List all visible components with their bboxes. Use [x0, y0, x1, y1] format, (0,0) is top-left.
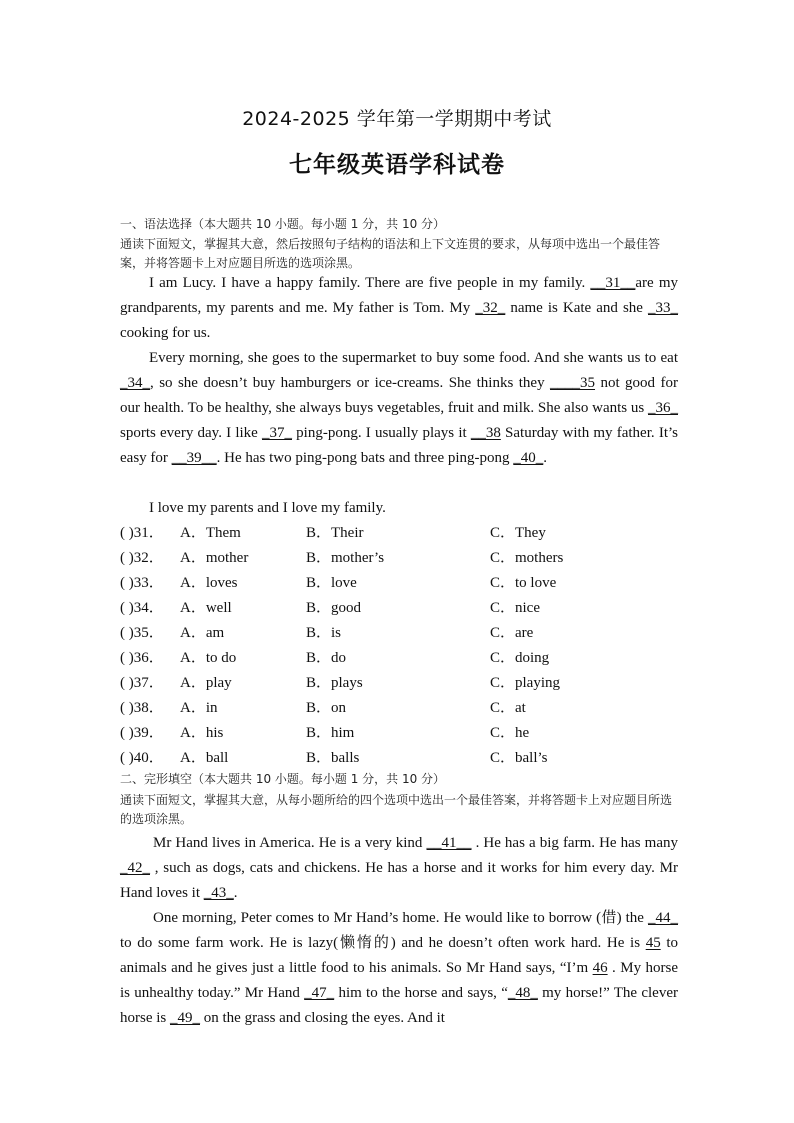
blank-34: _34_ — [120, 375, 150, 391]
exam-subtitle: 七年级英语学科试卷 — [289, 152, 505, 178]
passage-text: , such as dogs, cats and chickens. He has a horse and it works for him every day. Mr Hand loves it — [120, 860, 678, 901]
option-b: B．Their — [306, 525, 364, 541]
option-b: B．good — [306, 600, 362, 616]
question-row — [120, 746, 680, 771]
option-b: B．mother’s — [306, 550, 385, 566]
blank-47: _47_ — [304, 985, 335, 1001]
question-number: ( )38． — [120, 700, 164, 716]
passage-text: Saturday with my father. It’s easy for — [120, 425, 678, 466]
blank-35: ____35 — [550, 375, 596, 391]
question-number: ( )39． — [120, 725, 164, 741]
option-a: A．ball — [180, 750, 229, 766]
passage-text: cooking for us. — [120, 325, 211, 341]
blank-39: __39__ — [171, 450, 217, 466]
option-c: C．They — [490, 525, 546, 541]
question-number: ( )37． — [120, 675, 164, 691]
blank-43: _43_ — [203, 885, 234, 901]
passage-text: ping-pong. I usually plays it — [292, 425, 471, 441]
question-row — [120, 671, 680, 696]
blank-31: __31__ — [590, 275, 636, 291]
option-c: C．mothers — [490, 550, 564, 566]
blank-49: _49_ — [170, 1010, 200, 1026]
passage2-paragraph1 — [120, 831, 678, 906]
passage-text: . He has two ping-pong bats and three ping-pong — [216, 450, 514, 466]
passage1-paragraph2 — [120, 346, 678, 471]
blank-37: _37_ — [262, 425, 292, 441]
passage-text: to do some farm work. He is lazy(懒惰的) and he doesn’t often work hard. He is — [120, 935, 646, 951]
blank-48: _48_ — [507, 985, 538, 1001]
passage-text: are my grandparents, my parents and me. My father is Tom. My — [120, 275, 678, 316]
option-a: A．am — [180, 625, 225, 641]
blank-41: __41__ — [426, 835, 472, 851]
option-a: A．Them — [180, 525, 241, 541]
option-c: C．at — [490, 700, 526, 716]
passage-text: , so she doesn’t buy hamburgers or ice-creams. She thinks they — [150, 375, 551, 391]
section2-heading: 二、完形填空（本大题共 10 小题。每小题 1 分，共 10 分） — [120, 772, 446, 786]
question-row — [120, 546, 680, 571]
passage-text: Mr Hand lives in America. He is a very kind — [153, 835, 427, 851]
question-number: ( )34． — [120, 600, 164, 616]
passage-text: my horse!” The clever horse is — [120, 985, 678, 1026]
blank-44: _44_ — [648, 910, 678, 926]
option-a: A．play — [180, 675, 232, 691]
passage1-paragraph1 — [120, 271, 678, 346]
passage-text: on the grass and closing the eyes. And it — [200, 1010, 445, 1026]
blank-38: __38 — [470, 425, 501, 441]
passage-text: name is Kate and she — [505, 300, 648, 316]
option-a: A．his — [180, 725, 224, 741]
blank-40: _40_ — [513, 450, 544, 466]
option-a: A．loves — [180, 575, 238, 591]
passage-text: One morning, Peter comes to Mr Hand’s home. He would like to borrow (借) the — [153, 910, 648, 926]
passage-text: . He has a big farm. He has many — [471, 835, 679, 851]
passage-text: Every morning, she goes to the supermarket to buy some food. And she wants us to eat — [149, 350, 678, 366]
question-number: ( )40． — [120, 750, 164, 766]
option-a: A．mother — [180, 550, 249, 566]
option-c: C．to love — [490, 575, 557, 591]
passage-text: sports every day. I like — [120, 425, 262, 441]
blank-33: _33_ — [648, 300, 678, 316]
question-row — [120, 646, 680, 671]
section1-instruction: 通读下面短文，掌握其大意，然后按照句子结构的语法和上下文连贯的要求，从每项中选出一个最佳答案，并将答题卡上对应题目所选的选项涂黑。 — [120, 237, 661, 270]
passage1-paragraph3: I love my parents and I love my family. — [149, 500, 386, 516]
question-row — [120, 721, 680, 746]
option-b: B．plays — [306, 675, 363, 691]
option-a: A．to do — [180, 650, 237, 666]
question-row — [120, 521, 680, 546]
option-c: C．playing — [490, 675, 560, 691]
option-b: B．love — [306, 575, 357, 591]
option-b: B．him — [306, 725, 355, 741]
question-number: ( )32． — [120, 550, 164, 566]
question-number: ( )35． — [120, 625, 164, 641]
question-number: ( )31． — [120, 525, 164, 541]
exam-title: 2024-2025 学年第一学期期中考试 — [242, 108, 552, 130]
option-c: C．are — [490, 625, 534, 641]
question-number: ( )36． — [120, 650, 164, 666]
option-a: A．well — [180, 600, 232, 616]
passage-text: not good for our health. To be healthy, she always buys vegetables, fruit and milk. She also wants us — [120, 375, 678, 416]
question-number: ( )33． — [120, 575, 164, 591]
blank-45: 45 — [645, 935, 661, 951]
section1-heading: 一、语法选择（本大题共 10 小题。每小题 1 分，共 10 分） — [120, 217, 446, 231]
option-c: C．nice — [490, 600, 540, 616]
question-row — [120, 571, 680, 596]
option-b: B．do — [306, 650, 347, 666]
option-c: C．he — [490, 725, 530, 741]
passage-text: . My horse is unhealthy today.” Mr Hand — [120, 960, 678, 1001]
passage2-paragraph2 — [120, 906, 678, 1031]
option-b: B．is — [306, 625, 342, 641]
option-b: B．on — [306, 700, 347, 716]
blank-46: 46 — [592, 960, 608, 976]
blank-32: _32_ — [475, 300, 506, 316]
passage-text: . — [233, 885, 238, 901]
option-a: A．in — [180, 700, 218, 716]
passage-text: I am Lucy. I have a happy family. There are five people in my family. — [149, 275, 591, 291]
question-row — [120, 596, 680, 621]
passage-text: to animals and he gives just a little food to his animals. So Mr Hand says, “I’m — [120, 935, 678, 976]
passage-text: . — [543, 450, 548, 466]
passage-text: him to the horse and says, “ — [334, 985, 508, 1001]
question-row — [120, 621, 680, 646]
section2-instruction: 通读下面短文，掌握其大意，从每小题所给的四个选项中选出一个最佳答案，并将答题卡上对应题目所选的选项涂黑。 — [120, 793, 673, 826]
question-row — [120, 696, 680, 721]
option-b: B．balls — [306, 750, 360, 766]
option-c: C．doing — [490, 650, 550, 666]
blank-36: _36_ — [648, 400, 678, 416]
option-c: C．ball’s — [490, 750, 548, 766]
blank-42: _42_ — [120, 860, 150, 876]
